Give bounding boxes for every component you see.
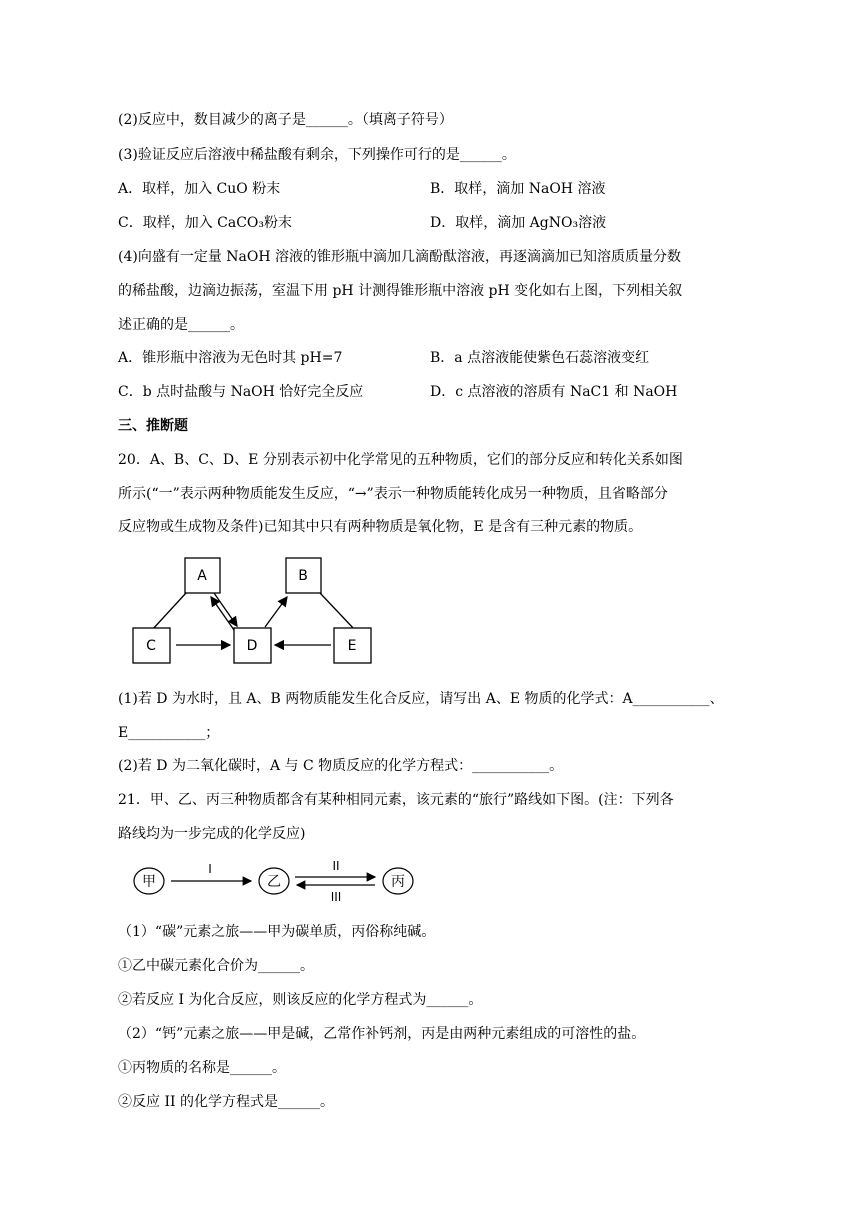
q21-stem-line1: 21．甲、乙、丙三种物质都含有某种相同元素，该元素的“旅行”路线如下图。(注：下列各 bbox=[118, 792, 674, 808]
arrow-d-to-a bbox=[211, 597, 234, 630]
q20-stem-line3: 反应物或生成物及条件)已知其中只有两种物质是氧化物，E 是含有三种元素的物质。 bbox=[118, 519, 643, 535]
q21-sub1-a: ①乙中碳元素化合价为______。 bbox=[118, 958, 314, 974]
q19-part4-option-c: C．b 点时盐酸与 NaOH 恰好完全反应 bbox=[118, 384, 364, 400]
q19-part4-option-d: D．c 点溶液的溶质有 NaC1 和 NaOH bbox=[430, 384, 678, 400]
q19-part4-option-b: B．a 点溶液能使紫色石蕊溶液变红 bbox=[430, 350, 650, 366]
line-b-e bbox=[320, 593, 355, 630]
section-title: 三、推断题 bbox=[118, 418, 188, 434]
q19-part4-line3: 述正确的是______。 bbox=[118, 317, 244, 333]
q19-part2: (2)反应中，数目减少的离子是______。（填离子符号） bbox=[118, 112, 453, 128]
label-d: D bbox=[246, 638, 258, 654]
q20-sub1-line1: (1)若 D 为水时，且 A、B 两物质能发生化合反应，请写出 A、E 物质的化学式：A___________、 bbox=[118, 691, 724, 707]
label-jia: 甲 bbox=[142, 874, 156, 890]
q19-part3: (3)验证反应后溶液中稀盐酸有剩余，下列操作可行的是______。 bbox=[118, 147, 516, 163]
arrow-d-to-b bbox=[265, 597, 287, 627]
q20-sub1-line2: E___________； bbox=[118, 725, 220, 741]
label-c: C bbox=[146, 638, 156, 654]
q20-relation-diagram bbox=[120, 552, 380, 672]
q21-stem-line2: 路线均为一步完成的化学反应) bbox=[118, 826, 306, 842]
q19-part3-option-d: D．取样，滴加 AgNO₃溶液 bbox=[430, 215, 607, 231]
q19-part3-option-c: C．取样，加入 CaCO₃粉末 bbox=[118, 215, 293, 231]
label-e: E bbox=[347, 638, 357, 654]
label-reaction-2: II bbox=[332, 859, 340, 873]
q19-part3-option-b: B．取样，滴加 NaOH 溶液 bbox=[430, 181, 606, 197]
line-a-c bbox=[152, 593, 186, 630]
label-bing: 丙 bbox=[391, 874, 405, 890]
arrow-a-to-d bbox=[214, 593, 237, 626]
q21-sub2: （2）“钙”元素之旅——甲是碱，乙常作补钙剂，丙是由两种元素组成的可溶性的盐。 bbox=[118, 1026, 646, 1042]
q19-part4-line1: (4)向盛有一定量 NaOH 溶液的锥形瓶中滴加几滴酚酞溶液，再逐滴滴加已知溶质质量分数 bbox=[118, 249, 682, 265]
q20-sub2: (2)若 D 为二氧化碳时，A 与 C 物质反应的化学方程式：___________。 bbox=[118, 758, 564, 774]
q21-sub2-a: ①丙物质的名称是______。 bbox=[118, 1060, 286, 1076]
label-b: B bbox=[298, 568, 308, 584]
label-yi: 乙 bbox=[267, 874, 281, 890]
q20-stem-line2: 所示(“一”表示两种物质能发生反应，“→”表示一种物质能转化成另一种物质，且省略部分 bbox=[118, 486, 668, 502]
label-a: A bbox=[197, 568, 207, 584]
q21-route-diagram bbox=[125, 855, 425, 905]
label-reaction-3: III bbox=[330, 890, 342, 904]
label-reaction-1: I bbox=[208, 862, 212, 876]
q21-sub1: （1）“碳”元素之旅——甲为碳单质，丙俗称纯碱。 bbox=[118, 924, 436, 940]
q20-stem-line1: 20．A、B、C、D、E 分别表示初中化学常见的五种物质，它们的部分反应和转化关系如图 bbox=[118, 452, 683, 468]
q19-part3-option-a: A．取样，加入 CuO 粉末 bbox=[118, 181, 281, 197]
q21-sub1-b: ②若反应 I 为化合反应，则该反应的化学方程式为______。 bbox=[118, 992, 483, 1008]
q19-part4-line2: 的稀盐酸，边滴边振荡，室温下用 pH 计测得锥形瓶中溶液 pH 变化如右上图，下列相关叙 bbox=[118, 283, 683, 299]
q21-sub2-b: ②反应 II 的化学方程式是______。 bbox=[118, 1094, 334, 1110]
q19-part4-option-a: A．锥形瓶中溶液为无色时其 pH=7 bbox=[118, 350, 343, 366]
